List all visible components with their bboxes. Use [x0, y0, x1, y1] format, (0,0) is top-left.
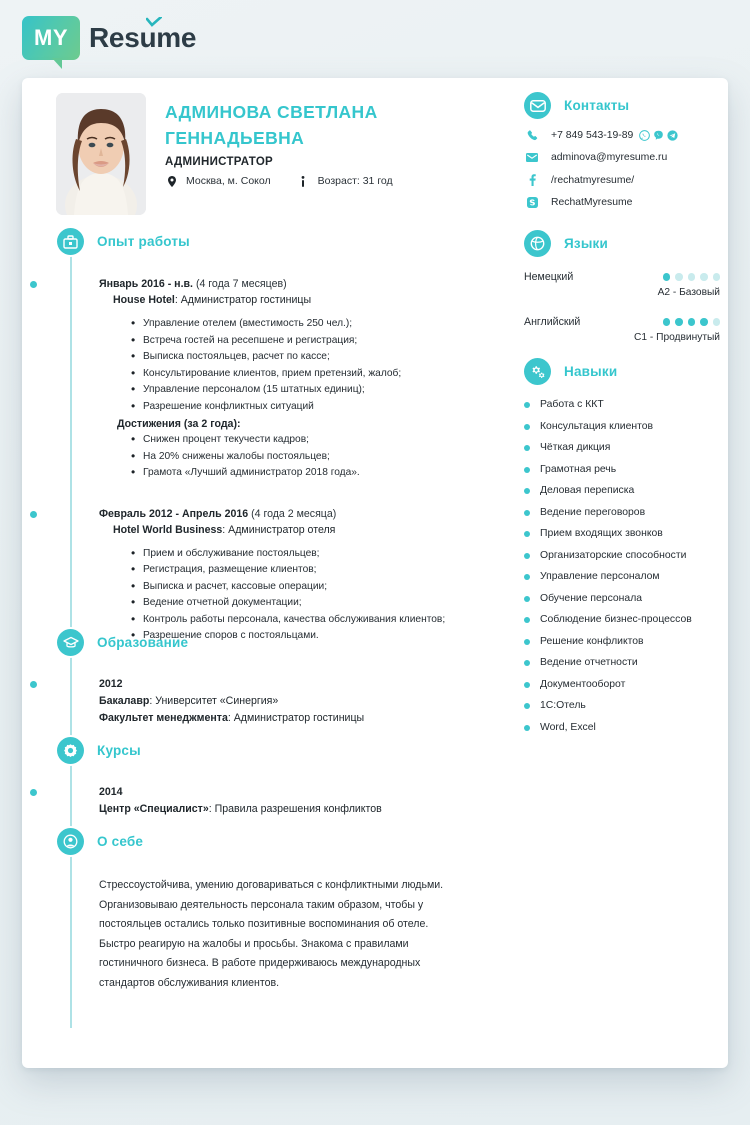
education-degree-row	[99, 693, 487, 710]
language-level: C1 - Продвинутый	[634, 332, 720, 343]
about-text: Стрессоустойчива, умению договариваться с конфликтными людьми. Организовываю деятельность персонала таким образом, чтобы у постояльцев остались только позитивные воспоминания об отеле. Быстро реагирую на жалобы и просьбы. Знакома с правилами гостиничного бизнеса. В работе придерживаюсь международных стандартов обслуживания клиентов.	[99, 879, 444, 989]
rating-dot	[663, 318, 671, 326]
location-text: Москва, м. Сокол	[186, 175, 271, 187]
contact-skype-row[interactable]	[524, 197, 720, 208]
education-faculty-value: : Администратор гостиницы	[227, 712, 365, 724]
courses-title: Курсы	[97, 743, 141, 758]
location-item	[165, 175, 271, 187]
list-item: • Выписка и расчет, кассовые операции;	[131, 579, 487, 596]
age-text: Возраст: 31 год	[317, 175, 393, 187]
rating-dot	[688, 318, 696, 326]
logo-word-label: Resume	[89, 22, 197, 53]
skype-icon	[524, 197, 540, 208]
contact-email-row[interactable]	[524, 152, 720, 163]
education-entry	[57, 676, 487, 727]
telegram-icon[interactable]	[667, 130, 678, 141]
contact-phone-value-wrap	[551, 130, 678, 141]
experience-entry	[57, 506, 487, 645]
candidate-job-title: АДМИНИСТРАТОР	[165, 156, 274, 168]
rating-dot	[663, 273, 671, 281]
facebook-icon	[524, 174, 540, 186]
logo-word-text	[89, 22, 196, 54]
experience-period-row	[99, 276, 487, 292]
language-item	[524, 316, 720, 343]
list-item: • Прием и обслуживание постояльцев;	[131, 546, 487, 563]
rating-dot	[700, 273, 708, 281]
profile-header	[56, 93, 393, 215]
courses-center-label: Центр «Специалист»	[99, 803, 209, 815]
left-column	[22, 78, 494, 1068]
section-languages	[524, 230, 720, 343]
rating-dot	[675, 318, 683, 326]
experience-role: : Администратор отеля	[222, 523, 336, 536]
experience-company: House Hotel	[113, 294, 175, 306]
language-rating-dots	[663, 318, 721, 326]
list-item: Консультация клиентов	[524, 416, 720, 438]
education-header	[57, 629, 487, 656]
gears-icon	[524, 358, 551, 385]
age-item	[297, 175, 393, 187]
education-degree-value: : Университет «Синергия»	[149, 695, 279, 707]
rating-dot	[713, 318, 721, 326]
right-column	[494, 78, 728, 1068]
languages-header	[524, 230, 720, 257]
education-title: Образование	[97, 635, 189, 650]
timeline-node	[30, 281, 37, 288]
experience-period: Февраль 2012 - Апрель 2016	[99, 507, 249, 520]
education-faculty-label: Факультет менеджмента	[99, 712, 228, 724]
list-item: Решение конфликтов	[524, 631, 720, 653]
list-item: • Управление отелем (вместимость 250 чел.);	[131, 316, 487, 333]
rating-dot	[713, 273, 721, 281]
award-badge-icon	[57, 737, 84, 764]
education-year-row	[99, 676, 487, 693]
languages-list	[524, 271, 720, 343]
experience-company-row	[113, 522, 487, 539]
skills-list	[524, 394, 720, 738]
checkmark-icon	[146, 17, 162, 27]
experience-company-row	[113, 292, 487, 309]
list-item: • Разрешение споров с постояльцами.	[131, 628, 487, 645]
languages-title: Языки	[564, 236, 608, 251]
briefcase-icon	[57, 228, 84, 255]
avatar	[56, 93, 146, 215]
rating-dot	[688, 273, 696, 281]
profile-info	[165, 93, 393, 215]
experience-period: Январь 2016 - н.в.	[99, 278, 193, 290]
list-item: Ведение переговоров	[524, 502, 720, 524]
courses-center-value: : Правила разрешения конфликтов	[208, 803, 382, 815]
contacts-header	[524, 92, 720, 119]
skills-header	[524, 358, 720, 385]
experience-period-row	[99, 506, 487, 522]
list-item: Ведение отчетности	[524, 652, 720, 674]
list-item: • Грамота «Лучший администратор 2018 года».	[131, 465, 487, 482]
list-item: Управление персоналом	[524, 566, 720, 588]
achievements-title: Достижения (за 2 года):	[117, 418, 241, 430]
section-experience	[57, 228, 487, 645]
rating-dot	[700, 318, 708, 326]
language-item	[524, 271, 720, 298]
contact-facebook-value: /rechatmyresume/	[551, 174, 635, 186]
list-item: • Встреча гостей на ресепшене и регистрация;	[131, 333, 487, 350]
brand-logo	[22, 16, 196, 60]
list-item: • Ведение отчетной документации;	[131, 595, 487, 612]
contacts-list	[524, 130, 720, 208]
graduation-cap-icon	[57, 629, 84, 656]
envelope-icon	[524, 153, 540, 162]
courses-entry	[57, 784, 487, 818]
globe-icon	[524, 230, 551, 257]
list-item: 1С:Отель	[524, 695, 720, 717]
info-icon	[297, 176, 310, 187]
list-item: Деловая переписка	[524, 480, 720, 502]
list-item: Организаторские способности	[524, 545, 720, 567]
experience-duration: (4 года 2 месяца)	[251, 507, 337, 520]
list-item: • Контроль работы персонала, качества обслуживания клиентов;	[131, 612, 487, 629]
list-item: Word, Excel	[524, 717, 720, 739]
courses-center-row	[99, 801, 487, 818]
section-skills	[524, 358, 720, 738]
about-body	[57, 876, 447, 993]
about-title: О себе	[97, 834, 144, 849]
phone-icon	[524, 130, 540, 141]
list-item: Чёткая дикция	[524, 437, 720, 459]
candidate-name-line2: ГЕННАДЬЕВНА	[165, 128, 305, 148]
section-education	[57, 629, 487, 727]
education-year: 2012	[99, 678, 123, 690]
list-item: • На 20% снижены жалобы постояльцев;	[131, 449, 487, 466]
section-about	[57, 828, 487, 993]
timeline-node	[30, 789, 37, 796]
language-row-top	[524, 316, 720, 328]
timeline-node	[30, 681, 37, 688]
list-item: • Выписка постояльцев, расчет по кассе;	[131, 349, 487, 366]
location-pin-icon	[165, 176, 178, 187]
experience-role: : Администратор гостиницы	[174, 294, 312, 306]
section-courses	[57, 737, 487, 818]
achievements-list	[131, 432, 487, 482]
language-level: A2 - Базовый	[657, 287, 720, 298]
contact-phone-value: +7 849 543-19-89	[551, 130, 634, 141]
list-item: • Консультирование клиентов, прием претензий, жалоб;	[131, 366, 487, 383]
contacts-title: Контакты	[564, 98, 630, 113]
experience-duration: (4 года 7 месяцев)	[195, 278, 287, 290]
list-item: Работа с ККТ	[524, 394, 720, 416]
list-item: Документооборот	[524, 674, 720, 696]
education-faculty-row	[99, 710, 487, 727]
envelope-circle-icon	[524, 92, 551, 119]
portrait-photo	[56, 93, 146, 215]
about-header	[57, 828, 487, 855]
list-item: • Снижен процент текучести кадров;	[131, 432, 487, 449]
messenger-icons	[639, 130, 678, 141]
list-item: Прием входящих звонков	[524, 523, 720, 545]
experience-company: Hotel World Business	[113, 523, 223, 536]
language-row-top	[524, 271, 720, 283]
contact-facebook-row[interactable]	[524, 174, 720, 186]
list-item: • Разрешение конфликтных ситуаций	[131, 399, 487, 416]
contact-skype-value: RechatMyresume	[551, 197, 633, 208]
profile-meta	[165, 175, 393, 187]
rating-dot	[675, 273, 683, 281]
courses-header	[57, 737, 487, 764]
whatsapp-icon[interactable]	[639, 130, 650, 141]
list-item: • Управление персоналом (15 штатных единиц);	[131, 382, 487, 399]
courses-year: 2014	[99, 786, 123, 798]
skills-title: Навыки	[564, 364, 618, 379]
experience-entry	[57, 276, 487, 482]
education-degree-label: Бакалавр	[99, 695, 150, 707]
list-item: • Регистрация, размещение клиентов;	[131, 562, 487, 579]
resume-card	[22, 78, 728, 1068]
experience-title: Опыт работы	[97, 234, 190, 249]
courses-year-row	[99, 784, 487, 801]
logo-mark-text: MY	[34, 25, 68, 50]
experience-header	[57, 228, 487, 255]
contact-phone-row[interactable]	[524, 130, 720, 141]
logo-bubble-icon	[22, 16, 80, 60]
contact-email-value: adminova@myresume.ru	[551, 152, 668, 163]
person-icon	[57, 828, 84, 855]
language-name: Английский	[524, 316, 581, 328]
list-item: Соблюдение бизнес-процессов	[524, 609, 720, 631]
list-item: Грамотная речь	[524, 459, 720, 481]
experience-duties-list	[131, 316, 487, 415]
viber-icon[interactable]	[653, 130, 664, 141]
timeline-node	[30, 511, 37, 518]
candidate-name-line1: АДМИНОВА СВЕТЛАНА	[165, 102, 378, 122]
language-rating-dots	[663, 273, 721, 281]
language-name: Немецкий	[524, 271, 574, 283]
list-item: Обучение персонала	[524, 588, 720, 610]
section-contacts	[524, 92, 720, 208]
